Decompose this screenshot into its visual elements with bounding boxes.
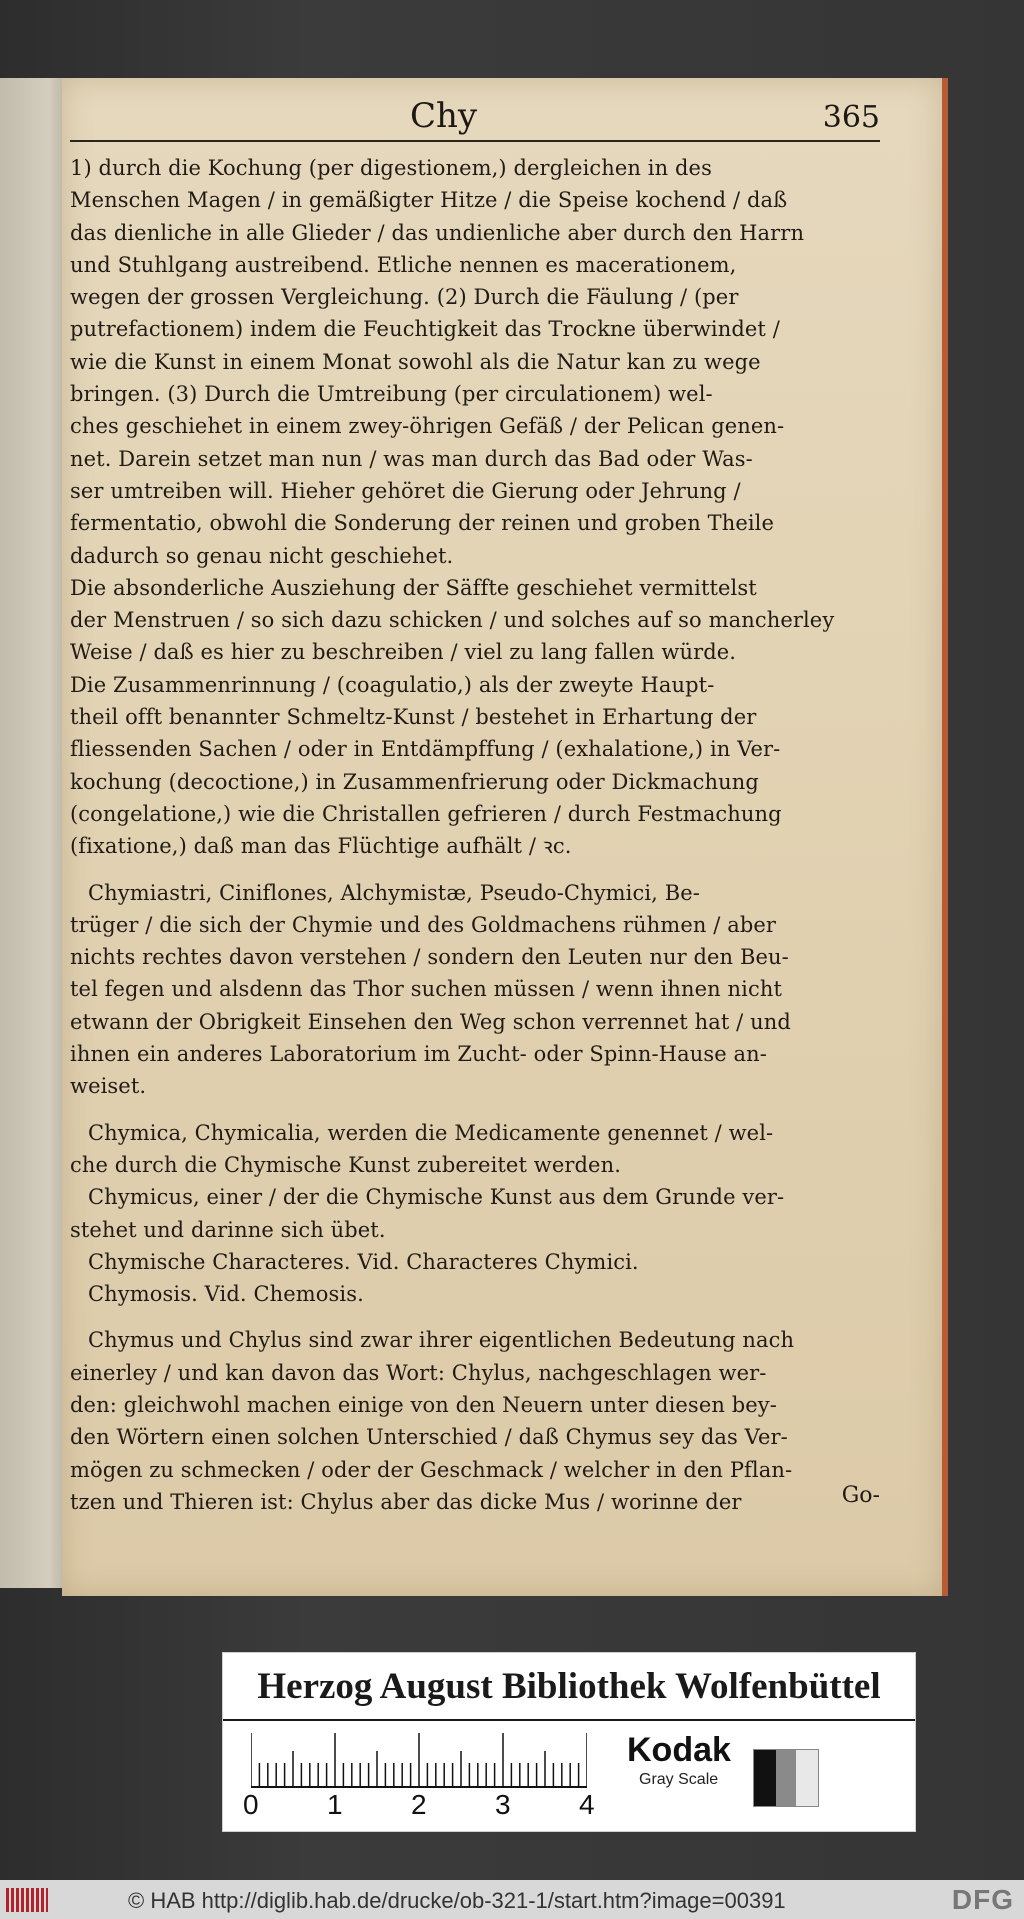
- scale-number: 0: [243, 1789, 259, 1820]
- entry-chymica: Chymica, Chymicalia, werden die Medicamente genennet / wel-: [88, 1120, 774, 1145]
- kodak-logo: Kodak: [627, 1731, 731, 1769]
- scale-ruler: [251, 1725, 587, 1789]
- text-line: dadurch so genau nicht geschiehet.: [70, 543, 454, 568]
- text-line: tzen und Thieren ist: Chylus aber das dicke Mus / worinne der: [70, 1489, 742, 1514]
- body-text: [70, 152, 880, 1518]
- text-line: fermentatio, obwohl die Sonderung der reinen und groben Theile: [70, 511, 775, 536]
- hab-logo-icon: [6, 1888, 48, 1912]
- source-credit[interactable]: © HAB http://diglib.hab.de/drucke/ob-321-1/start.htm?image=00391: [128, 1888, 786, 1913]
- text-line: kochung (decoctione,) in Zusammenfrierung oder Dickmachung: [70, 769, 759, 794]
- text-line: Die absonderliche Ausziehung der Säffte geschiehet vermittelst: [70, 575, 757, 600]
- ruler-ticks-icon: [251, 1725, 587, 1789]
- header-word: Chy: [410, 96, 478, 136]
- text-line: der Menstruen / so sich dazu schicken / und solches auf so mancherley: [70, 608, 835, 633]
- entry-chymus: Chymus und Chylus sind zwar ihrer eigentlichen Bedeutung nach: [88, 1328, 795, 1353]
- entry-chymische-characteres: Chymische Characteres. Vid. Characteres Chymici.: [88, 1249, 639, 1274]
- text-line: weiset.: [70, 1074, 147, 1099]
- gray-scale-label: Gray Scale: [639, 1771, 719, 1788]
- text-line: den Wörtern einen solchen Unterschied / daß Chymus sey das Ver-: [70, 1425, 788, 1450]
- text-line: ser umtreiben will. Hieher gehöret die Gierung oder Jehrung /: [70, 478, 741, 503]
- text-line: net. Darein setzet man nun / was man durch das Bad oder Was-: [70, 446, 753, 471]
- text-line: wegen der grossen Vergleichung. (2) Durch die Fäulung / (per: [70, 285, 739, 310]
- page-content: [70, 78, 880, 1596]
- text-line: stehet und darinne sich übet.: [70, 1217, 386, 1242]
- scale-number: 3: [495, 1789, 511, 1820]
- text-line: Weise / daß es hier zu beschreiben / viel zu lang fallen würde.: [70, 640, 737, 665]
- text-line: Menschen Magen / in gemäßigter Hitze / die Speise kochend / daß: [70, 188, 788, 213]
- footer-bar: [0, 1880, 1024, 1919]
- dfg-logo: DFG: [951, 1884, 1014, 1915]
- running-header: [70, 96, 880, 142]
- text-line: che durch die Chymische Kunst zubereitet werden.: [70, 1152, 621, 1177]
- text-line: trüger / die sich der Chymie und des Goldmachens rühmen / aber: [70, 912, 777, 937]
- text-line: das dienliche in alle Glieder / das undienliche aber durch den Harrn: [70, 220, 805, 245]
- library-name: Herzog August Bibliothek Wolfenbüttel: [257, 1666, 881, 1707]
- gray-swatch: [753, 1749, 819, 1807]
- previous-page-edge: [0, 78, 70, 1588]
- text-line: ihnen ein anderes Laboratorium im Zucht- oder Spinn-Hause an-: [70, 1042, 767, 1067]
- text-line: einerley / und kan davon das Wort: Chylus, nachgeschlagen wer-: [70, 1360, 767, 1385]
- text-line: Die Zusammenrinnung / (coagulatio,) als der zweyte Haupt-: [70, 672, 715, 697]
- text-line: bringen. (3) Durch die Umtreibung (per circulationem) wel-: [70, 382, 713, 407]
- book-page: [62, 78, 948, 1596]
- catchword: Go-: [841, 1483, 880, 1508]
- text-line: und Stuhlgang austreibend. Etliche nennen es macerationem,: [70, 252, 737, 277]
- text-line: fliessenden Sachen / oder in Entdämpffung / (exhalatione,) in Ver-: [70, 737, 781, 762]
- scale-numbers: [243, 1789, 603, 1823]
- text-line: wie die Kunst in einem Monat sowohl als die Natur kan zu wege: [70, 349, 761, 374]
- text-line: ches geschiehet in einem zwey-öhrigen Gefäß / der Pelican genen-: [70, 414, 785, 439]
- text-line: theil offt benannter Schmeltz-Kunst / bestehet in Erhartung der: [70, 705, 757, 730]
- scale-number: 4: [579, 1789, 595, 1820]
- text-line: nichts rechtes davon verstehen / sondern den Leuten nur den Beu-: [70, 945, 789, 970]
- entry-chymicus: Chymicus, einer / der die Chymische Kunst aus dem Grunde ver-: [88, 1185, 785, 1210]
- entry-chymiastri: Chymiastri, Ciniflones, Alchymistæ, Pseudo-Chymici, Be-: [88, 880, 700, 905]
- text-line: den: gleichwohl machen einige von den Neuern unter diesen bey-: [70, 1392, 777, 1417]
- scale-number: 2: [411, 1789, 427, 1820]
- entry-chymosis: Chymosis. Vid. Chemosis.: [88, 1282, 364, 1307]
- text-line: 1) durch die Kochung (per digestionem,) dergleichen in des: [70, 156, 712, 180]
- page-number: 365: [822, 100, 880, 135]
- library-color-card: [222, 1652, 916, 1832]
- text-line: mögen zu schmecken / oder der Geschmack / welcher in den Pflan-: [70, 1457, 793, 1482]
- text-line: (fixatione,) daß man das Flüchtige aufhält / ꝛc.: [70, 834, 572, 859]
- text-line: putrefactionem) indem die Feuchtigkeit das Trockne überwindet /: [70, 317, 780, 342]
- scale-number: 1: [327, 1789, 343, 1820]
- text-line: tel fegen und alsdenn das Thor suchen müssen / wenn ihnen nicht: [70, 977, 782, 1002]
- text-line: (congelatione,) wie die Christallen gefrieren / durch Festmachung: [70, 801, 782, 826]
- text-line: etwann der Obrigkeit Einsehen den Weg schon verrennet hat / und: [70, 1009, 791, 1034]
- card-rule: [223, 1719, 915, 1721]
